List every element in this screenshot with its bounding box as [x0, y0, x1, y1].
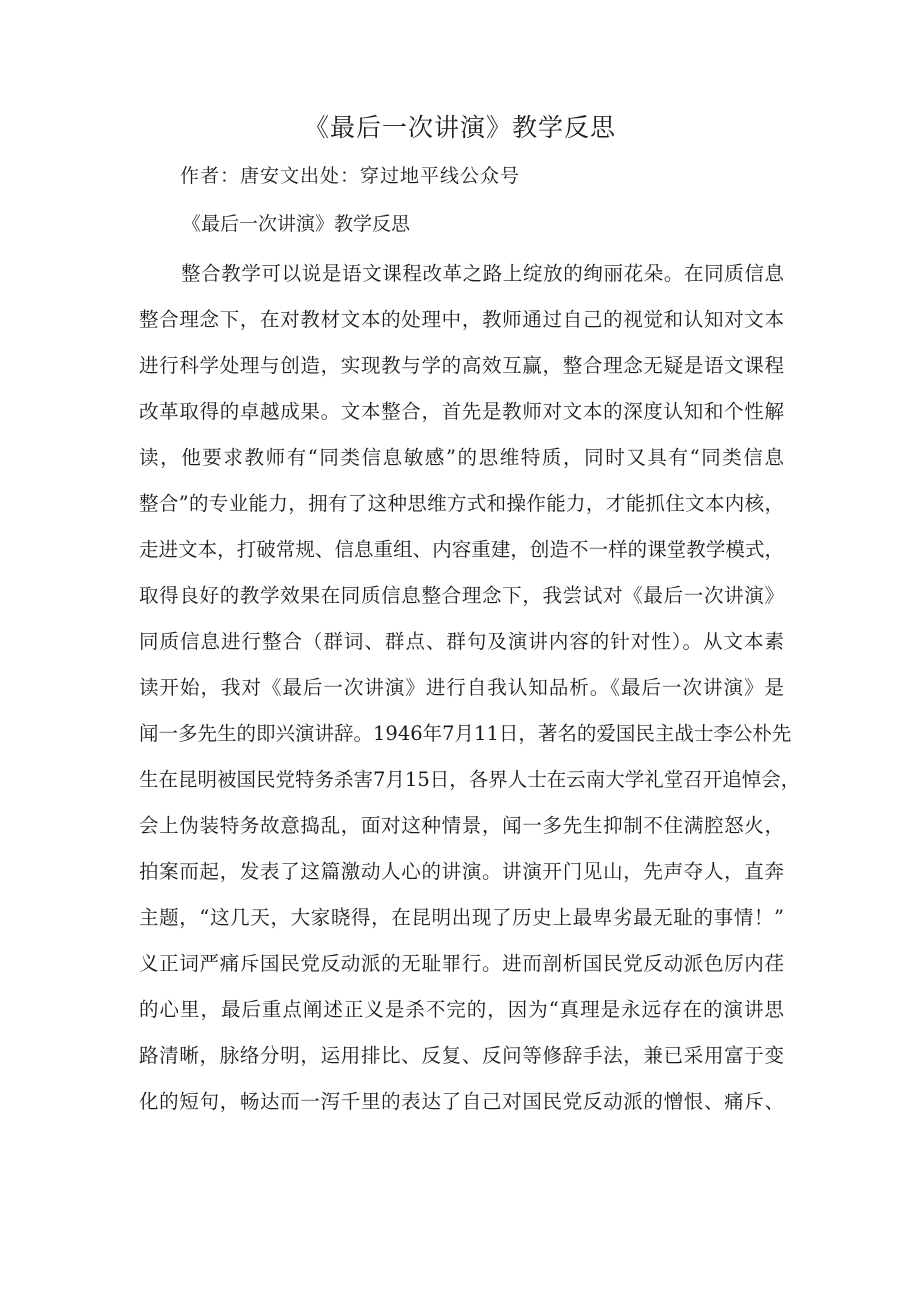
- body-line: 路清晰，脉络分明，运用排比、反复、反问等修辞手法，兼已采用富于变: [139, 1044, 784, 1067]
- document-subtitle: 《最后一次讲演》教学反思: [182, 213, 411, 235]
- body-line: 义正词严痛斥国民党反动派的无耻罪行。进而剖析国民党反动派色厉内荏: [139, 952, 784, 975]
- body-line: 取得良好的教学效果在同质信息整合理念下，我尝试对《最后一次讲演》: [139, 584, 784, 607]
- body-line: 的心里，最后重点阐述正义是杀不完的，因为“真理是永远存在的演讲思: [139, 998, 784, 1021]
- body-line: 拍案而起，发表了这篇激动人心的讲演。讲演开门见山，先声夺人，直奔: [139, 860, 784, 883]
- body-line: 化的短句，畅达而一泻千里的表达了自己对国民党反动派的憎恨、痛斥、: [139, 1090, 784, 1113]
- author-source-line: 作者：唐安文出处：穿过地平线公众号: [180, 165, 521, 187]
- body-line: 主题，“这几天，大家晓得，在昆明出现了历史上最卑劣最无耻的事情！”: [139, 906, 784, 929]
- body-line: 闻一多先生的即兴演讲辞。1946年7月11日，著名的爱国民主战士李公朴先: [139, 722, 792, 745]
- body-line: 进行科学处理与创造，实现教与学的高效互赢，整合理念无疑是语文课程: [139, 354, 784, 377]
- body-line: 同质信息进行整合（群词、群点、群句及演讲内容的针对性）。从文本素: [139, 630, 784, 653]
- body-line: 读，他要求教师有“同类信息敏感”的思维特质，同时又具有“同类信息: [139, 446, 784, 469]
- body-line: 改革取得的卓越成果。文本整合，首先是教师对文本的深度认知和个性解: [139, 400, 784, 423]
- body-line: 会上伪装特务故意捣乱，面对这种情景，闻一多先生抑制不住满腔怒火，: [139, 814, 784, 837]
- body-line: 整合”的专业能力，拥有了这种思维方式和操作能力，才能抓住文本内核，: [139, 492, 784, 515]
- body-line: 读开始，我对《最后一次讲演》进行自我认知品析。《最后一次讲演》是: [139, 676, 784, 699]
- body-line: 整合教学可以说是语文课程改革之路上绽放的绚丽花朵。在同质信息: [181, 262, 784, 285]
- body-line: 生在昆明被国民党特务杀害7月15日，各界人士在云南大学礼堂召开追悼会，: [139, 768, 801, 791]
- body-paragraph: [139, 256, 801, 1130]
- body-line: 走进文本，打破常规、信息重组、内容重建，创造不一样的课堂教学模式，: [139, 538, 784, 561]
- document-title: 《最后一次讲演》教学反思: [303, 113, 616, 142]
- body-line: 整合理念下，在对教材文本的处理中，教师通过自己的视觉和认知对文本: [139, 308, 784, 331]
